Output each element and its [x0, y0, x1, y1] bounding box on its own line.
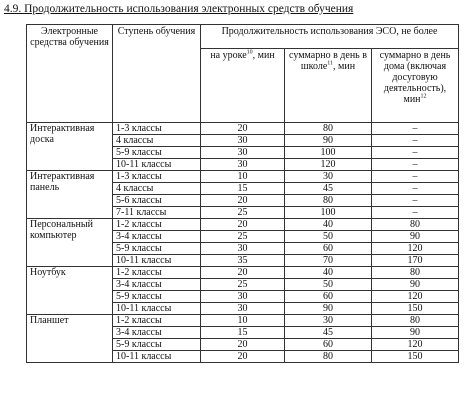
grade-cell: 3-4 классы: [113, 327, 201, 339]
table-row: [27, 171, 459, 183]
table-row: [27, 267, 459, 279]
lesson-minutes-cell: 25: [201, 279, 285, 291]
school-minutes-cell: 60: [285, 339, 372, 351]
table-row: [27, 123, 459, 135]
lesson-minutes-cell: 30: [201, 243, 285, 255]
school-column-header: [285, 49, 372, 123]
lesson-minutes-cell: 30: [201, 159, 285, 171]
lesson-minutes-cell: 20: [201, 351, 285, 363]
home-minutes-cell: 150: [372, 351, 459, 363]
grade-cell: 7-11 классы: [113, 207, 201, 219]
school-minutes-cell: 80: [285, 351, 372, 363]
lesson-header-text: на уроке: [210, 50, 247, 61]
school-header-unit: , мин: [333, 61, 356, 72]
grade-cell: 1-3 классы: [113, 171, 201, 183]
home-minutes-cell: 120: [372, 291, 459, 303]
device-name-cell: Интерактивная панель: [27, 171, 113, 219]
home-minutes-cell: –: [372, 135, 459, 147]
lesson-minutes-cell: 25: [201, 231, 285, 243]
school-minutes-cell: 45: [285, 183, 372, 195]
lesson-minutes-cell: 20: [201, 195, 285, 207]
grade-cell: 1-3 классы: [113, 123, 201, 135]
grade-cell: 3-4 классы: [113, 231, 201, 243]
device-name-cell: Интерактивная доска: [27, 123, 113, 171]
table-body: [27, 123, 459, 363]
device-column-header: Электронные средства обучения: [27, 25, 113, 123]
grade-cell: 4 классы: [113, 135, 201, 147]
duration-group-header: Продолжительность использования ЭСО, не более: [201, 25, 459, 49]
home-minutes-cell: 90: [372, 231, 459, 243]
home-minutes-cell: 150: [372, 303, 459, 315]
lesson-minutes-cell: 15: [201, 183, 285, 195]
school-footnote-mark: 11: [327, 60, 334, 67]
school-minutes-cell: 40: [285, 219, 372, 231]
lesson-header-unit: , мин: [252, 50, 275, 61]
school-minutes-cell: 70: [285, 255, 372, 267]
home-header-text: суммарно в день дома (включая досуговую деятельность), мин: [379, 50, 451, 105]
school-header-text: суммарно в день в школе: [289, 50, 367, 72]
grade-cell: 5-6 классы: [113, 195, 201, 207]
home-minutes-cell: –: [372, 171, 459, 183]
table-row: [27, 315, 459, 327]
grade-cell: 5-9 классы: [113, 243, 201, 255]
school-minutes-cell: 50: [285, 279, 372, 291]
home-minutes-cell: 80: [372, 315, 459, 327]
school-minutes-cell: 30: [285, 315, 372, 327]
school-minutes-cell: 60: [285, 243, 372, 255]
grade-cell: 5-9 классы: [113, 291, 201, 303]
home-minutes-cell: –: [372, 207, 459, 219]
lesson-minutes-cell: 30: [201, 291, 285, 303]
grade-column-header: Ступень обучения: [113, 25, 201, 123]
grade-cell: 10-11 классы: [113, 303, 201, 315]
school-minutes-cell: 60: [285, 291, 372, 303]
lesson-footnote-mark: 10: [246, 49, 253, 56]
grade-cell: 10-11 классы: [113, 351, 201, 363]
grade-cell: 3-4 классы: [113, 279, 201, 291]
grade-cell: 1-2 классы: [113, 315, 201, 327]
home-minutes-cell: 80: [372, 219, 459, 231]
school-minutes-cell: 120: [285, 159, 372, 171]
grade-cell: 5-9 классы: [113, 339, 201, 351]
lesson-minutes-cell: 35: [201, 255, 285, 267]
lesson-minutes-cell: 30: [201, 135, 285, 147]
section-heading: 4.9. Продолжительность использования электронных средств обучения: [4, 3, 354, 15]
device-name-cell: Планшет: [27, 315, 113, 363]
grade-cell: 5-9 классы: [113, 147, 201, 159]
home-minutes-cell: 120: [372, 339, 459, 351]
lesson-minutes-cell: 20: [201, 219, 285, 231]
lesson-minutes-cell: 30: [201, 147, 285, 159]
home-minutes-cell: 80: [372, 267, 459, 279]
home-minutes-cell: –: [372, 123, 459, 135]
lesson-minutes-cell: 20: [201, 339, 285, 351]
home-minutes-cell: 170: [372, 255, 459, 267]
home-column-header: [372, 49, 459, 123]
school-minutes-cell: 30: [285, 171, 372, 183]
grade-cell: 1-2 классы: [113, 267, 201, 279]
school-minutes-cell: 80: [285, 123, 372, 135]
lesson-minutes-cell: 20: [201, 267, 285, 279]
home-minutes-cell: –: [372, 183, 459, 195]
lesson-minutes-cell: 10: [201, 315, 285, 327]
lesson-minutes-cell: 10: [201, 171, 285, 183]
lesson-column-header: [201, 49, 285, 123]
school-minutes-cell: 90: [285, 135, 372, 147]
lesson-minutes-cell: 30: [201, 303, 285, 315]
device-name-cell: Ноутбук: [27, 267, 113, 315]
home-minutes-cell: –: [372, 147, 459, 159]
lesson-minutes-cell: 25: [201, 207, 285, 219]
school-minutes-cell: 100: [285, 147, 372, 159]
grade-cell: 4 классы: [113, 183, 201, 195]
grade-cell: 10-11 классы: [113, 159, 201, 171]
lesson-minutes-cell: 20: [201, 123, 285, 135]
grade-cell: 1-2 классы: [113, 219, 201, 231]
school-minutes-cell: 90: [285, 303, 372, 315]
school-minutes-cell: 45: [285, 327, 372, 339]
school-minutes-cell: 50: [285, 231, 372, 243]
home-minutes-cell: 120: [372, 243, 459, 255]
table-header: [27, 25, 459, 123]
home-minutes-cell: 90: [372, 327, 459, 339]
home-minutes-cell: –: [372, 159, 459, 171]
school-minutes-cell: 40: [285, 267, 372, 279]
home-footnote-mark: 12: [420, 93, 427, 100]
eso-duration-table: [26, 24, 459, 363]
table-row: [27, 219, 459, 231]
home-minutes-cell: 90: [372, 279, 459, 291]
grade-cell: 10-11 классы: [113, 255, 201, 267]
lesson-minutes-cell: 15: [201, 327, 285, 339]
school-minutes-cell: 80: [285, 195, 372, 207]
school-minutes-cell: 100: [285, 207, 372, 219]
device-name-cell: Персональный компьютер: [27, 219, 113, 267]
home-minutes-cell: –: [372, 195, 459, 207]
